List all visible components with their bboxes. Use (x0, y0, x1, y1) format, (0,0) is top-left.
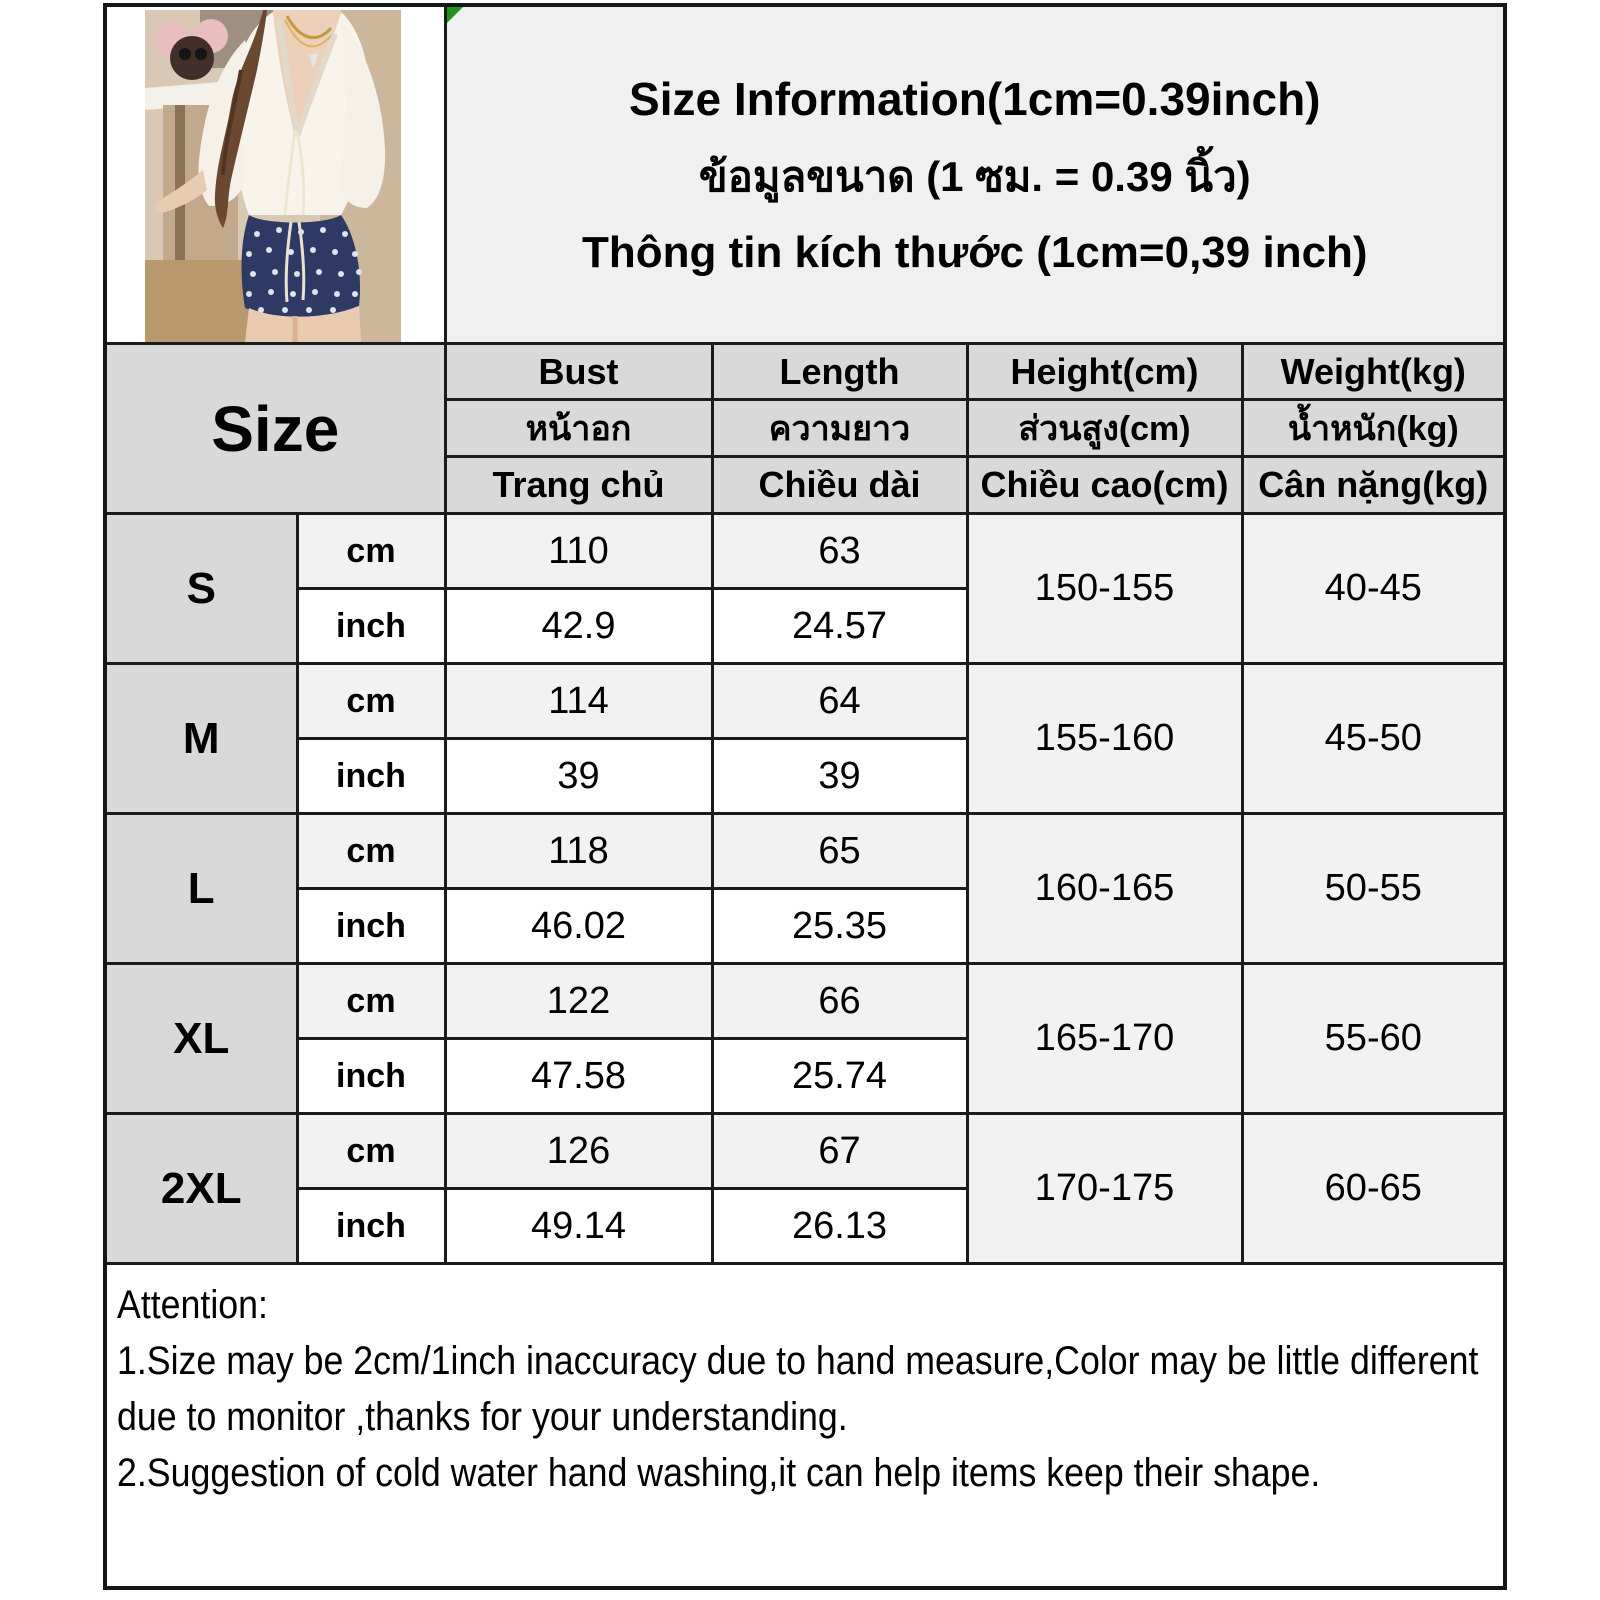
title-line-th: ข้อมูลขนาด (1 ซม. = 0.39 นิ้ว) (698, 152, 1251, 200)
cell-length-inch: 39 (712, 739, 967, 814)
unit-inch: inch (297, 739, 445, 814)
size-header-cell: Size (105, 344, 445, 514)
header-weight-th: น้ำหนัก(kg) (1242, 400, 1505, 457)
attention-cell (105, 1264, 1505, 1588)
header-weight-en: Weight(kg) (1242, 344, 1505, 400)
header-weight-vi: Cân nặng(kg) (1242, 457, 1505, 514)
cell-bust-inch: 46.02 (445, 889, 712, 964)
cell-length-cm: 65 (712, 814, 967, 889)
title-cell (445, 5, 1505, 344)
size-table (103, 3, 1507, 1590)
cell-weight-range: 40-45 (1242, 514, 1505, 664)
unit-inch: inch (297, 589, 445, 664)
unit-cm: cm (297, 964, 445, 1039)
header-height-vi: Chiều cao(cm) (967, 457, 1242, 514)
cell-height-range: 150-155 (967, 514, 1242, 664)
cell-bust-cm: 126 (445, 1114, 712, 1189)
header-bust-th: หน้าอก (445, 400, 712, 457)
cell-length-cm: 64 (712, 664, 967, 739)
size-label-l: L (105, 814, 297, 964)
unit-inch: inch (297, 1189, 445, 1264)
cell-length-inch: 26.13 (712, 1189, 967, 1264)
header-length-th: ความยาว (712, 400, 967, 457)
unit-inch: inch (297, 889, 445, 964)
cell-length-inch: 25.74 (712, 1039, 967, 1114)
cell-bust-cm: 110 (445, 514, 712, 589)
cell-bust-cm: 114 (445, 664, 712, 739)
unit-inch: inch (297, 1039, 445, 1114)
cell-bust-inch: 49.14 (445, 1189, 712, 1264)
product-photo-cell (105, 5, 445, 344)
unit-cm: cm (297, 814, 445, 889)
size-label-s: S (105, 514, 297, 664)
unit-cm: cm (297, 1114, 445, 1189)
product-photo (145, 10, 401, 342)
header-bust-vi: Trang chủ (445, 457, 712, 514)
header-height-th: ส่วนสูง(cm) (967, 400, 1242, 457)
cell-length-inch: 25.35 (712, 889, 967, 964)
cell-bust-cm: 118 (445, 814, 712, 889)
cell-height-range: 165-170 (967, 964, 1242, 1114)
title-line-en: Size Information(1cm=0.39inch) (629, 72, 1321, 125)
cell-height-range: 160-165 (967, 814, 1242, 964)
unit-cm: cm (297, 514, 445, 589)
cell-weight-range: 45-50 (1242, 664, 1505, 814)
cell-bust-inch: 42.9 (445, 589, 712, 664)
cell-bust-cm: 122 (445, 964, 712, 1039)
size-label-xl: XL (105, 964, 297, 1114)
attention-line-2: 2.Suggestion of cold water hand washing,it can help items keep their shape. (117, 1451, 1321, 1495)
cell-length-inch: 24.57 (712, 589, 967, 664)
size-label-m: M (105, 664, 297, 814)
cell-bust-inch: 47.58 (445, 1039, 712, 1114)
title-line-vi: Thông tin kích thước (1cm=0,39 inch) (581, 227, 1368, 277)
cell-bust-inch: 39 (445, 739, 712, 814)
attention-block (117, 1277, 1503, 1501)
cell-weight-range: 60-65 (1242, 1114, 1505, 1264)
cell-weight-range: 50-55 (1242, 814, 1505, 964)
cell-height-range: 155-160 (967, 664, 1242, 814)
green-corner-marker-icon (446, 6, 464, 24)
cell-length-cm: 66 (712, 964, 967, 1039)
size-label-2xl: 2XL (105, 1114, 297, 1264)
attention-line-1: 1.Size may be 2cm/1inch inaccuracy due to hand measure,Color may be little different due to monitor ,thanks for your understanding. (117, 1339, 1479, 1439)
cell-height-range: 170-175 (967, 1114, 1242, 1264)
attention-heading: Attention: (117, 1283, 268, 1327)
header-length-en: Length (712, 344, 967, 400)
cell-length-cm: 67 (712, 1114, 967, 1189)
header-length-vi: Chiều dài (712, 457, 967, 514)
cell-length-cm: 63 (712, 514, 967, 589)
header-height-en: Height(cm) (967, 344, 1242, 400)
unit-cm: cm (297, 664, 445, 739)
cell-weight-range: 55-60 (1242, 964, 1505, 1114)
header-bust-en: Bust (445, 344, 712, 400)
